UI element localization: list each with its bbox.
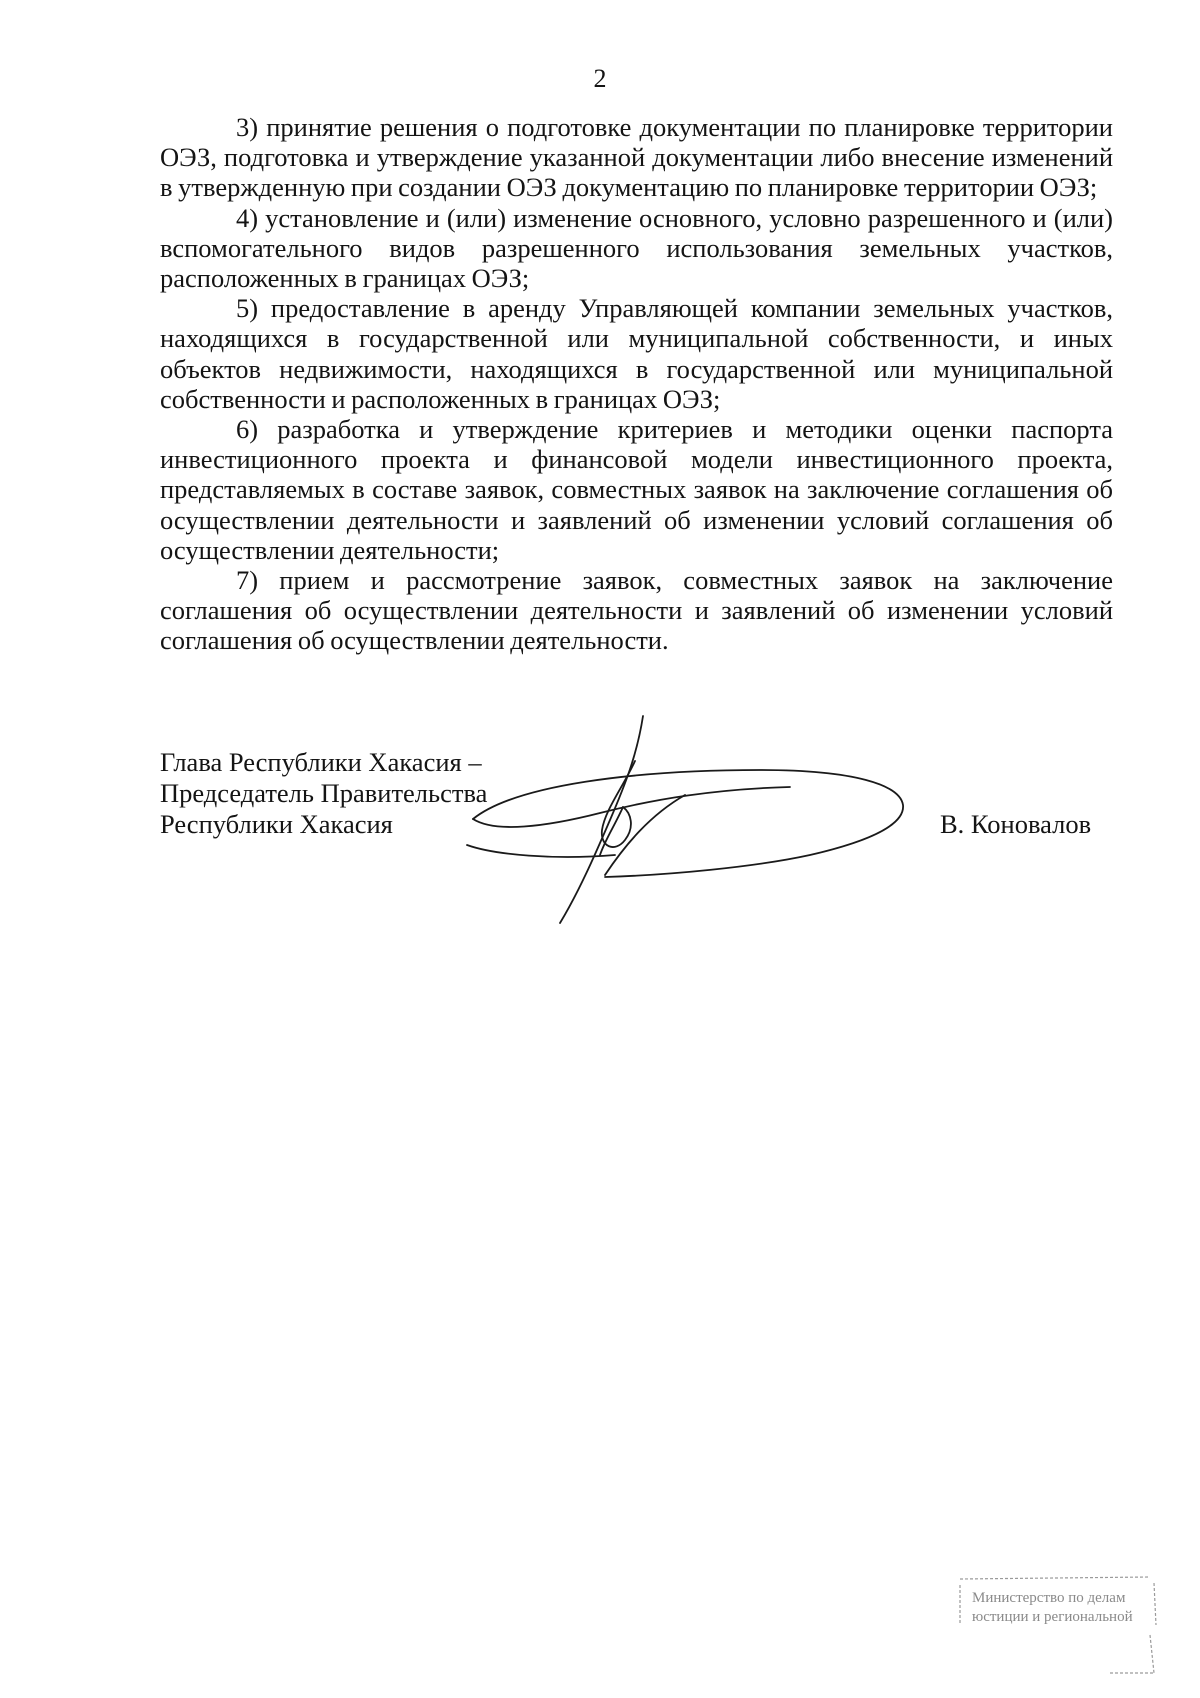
paragraph-item-7: 7) прием и рассмотрение заявок, совместных заявок на заключение соглашения об осуществлении деятельности и заявлений об изменении условий соглашения об осуществлении деятельности.: [160, 565, 1113, 656]
signatory-name: В. Коновалов: [940, 809, 1092, 839]
paragraph-item-5: 5) предоставление в аренду Управляющей компании земельных участков, находящихся в государственной или муниципальной собственности, и иных объектов недвижимости, находящихся в государственной или муниципальной собственности и расположенных в границах ОЭЗ;: [160, 293, 1113, 414]
page-number: 2: [593, 64, 607, 93]
body-text: [160, 112, 1113, 656]
stamp-line-2: юстиции и региональной: [972, 1609, 1133, 1625]
stamp-line-1: Министерство по делам: [972, 1590, 1126, 1606]
signatory-title-line-2: Председатель Правительства: [160, 778, 488, 808]
signatory-title-line-3: Республики Хакасия: [160, 809, 393, 839]
signatory-title: [160, 747, 487, 840]
paragraph-item-3: 3) принятие решения о подготовке документации по планировке территории ОЭЗ, подготовка и утверждение указанной документации либо внесение изменений в утвержденную при создании ОЭЗ документацию по планировке территории ОЭЗ;: [160, 112, 1113, 203]
ministry-stamp: [950, 1575, 1165, 1680]
paragraph-item-4: 4) установление и (или) изменение основного, условно разрешенного и (или) вспомогательного видов разрешенного использования земельных участков, расположенных в границах ОЭЗ;: [160, 202, 1113, 294]
handwritten-signature: [455, 715, 935, 925]
paragraph-item-6: 6) разработка и утверждение критериев и методики оценки паспорта инвестиционного проекта и финансовой модели инвестиционного проекта, представляемых в составе заявок, совместных заявок на заключение соглашения об осуществлении деятельности и заявлений об изменении условий соглашения об осуществлении деятельности;: [160, 414, 1113, 565]
signatory-title-line-1: Глава Республики Хакасия –: [160, 747, 482, 777]
